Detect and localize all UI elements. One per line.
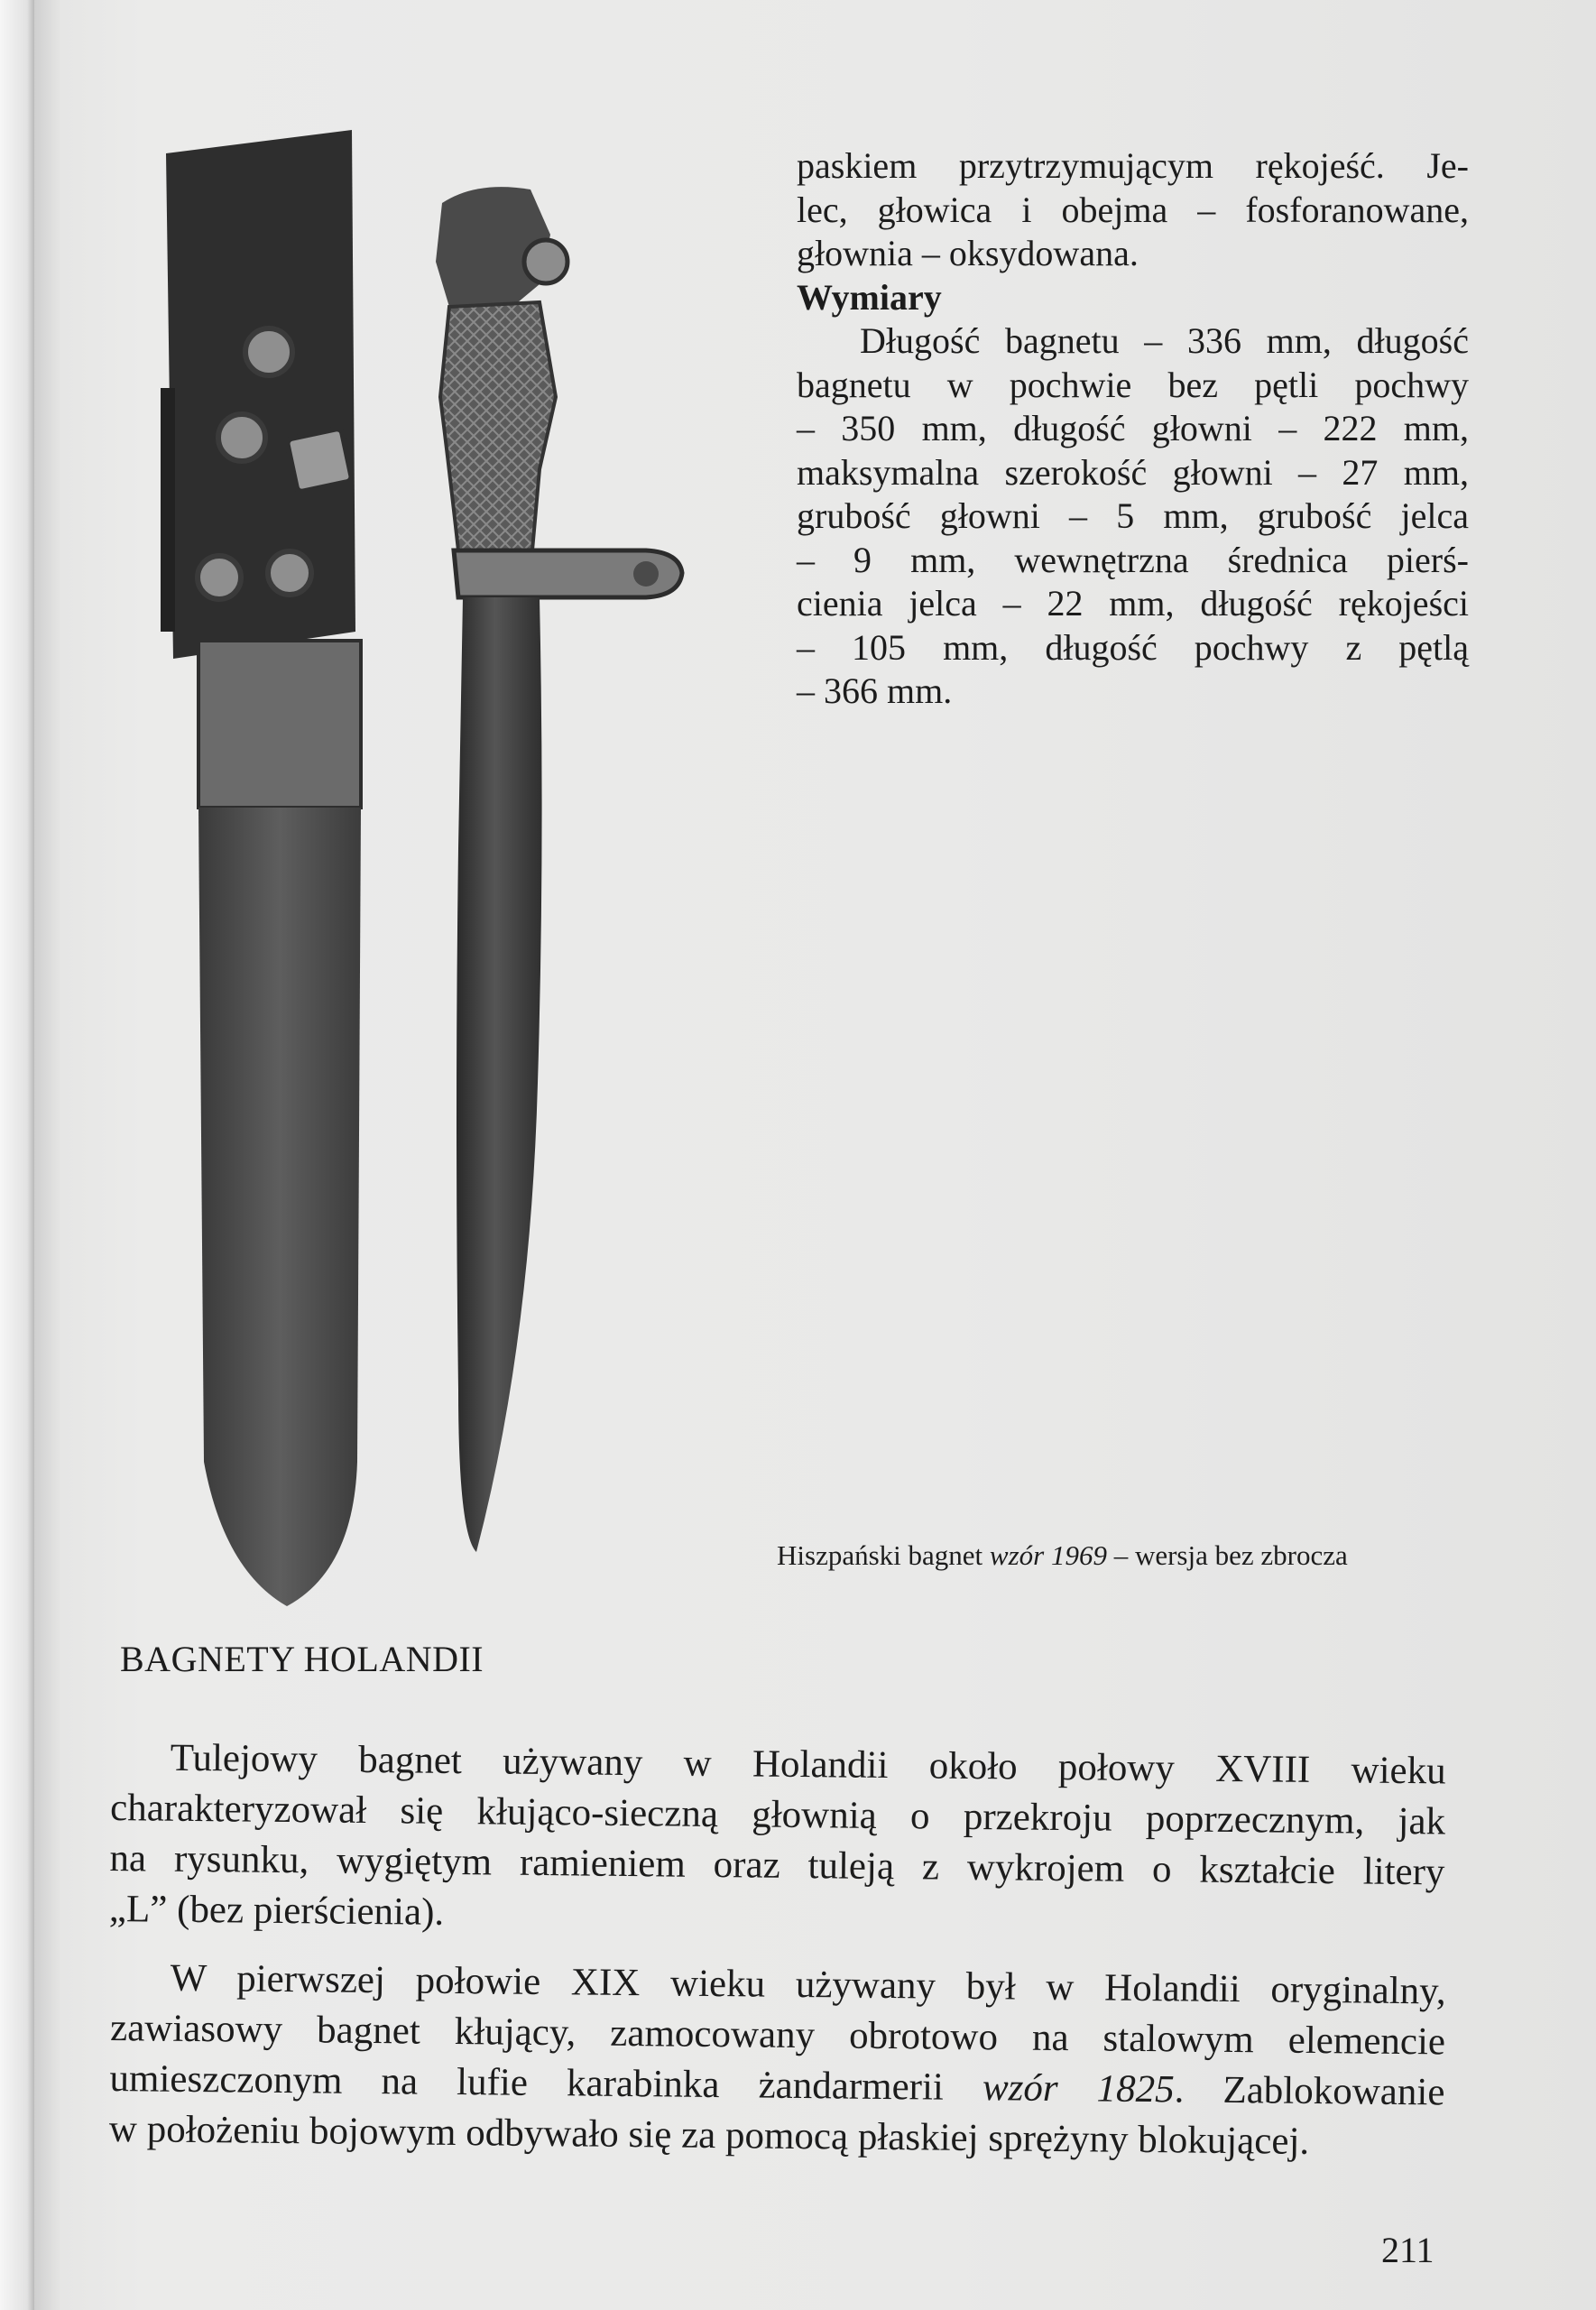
paragraph-line: w położeniu bojowym odbywało się za pomocą płaskiej sprężyny blokującej.: [108, 2107, 1310, 2163]
paragraph-line: „L” (bez pierścienia).: [108, 1887, 445, 1934]
paragraph-line: charakteryzował się kłująco-sieczną głownią o przekroju poprzecznym, jak: [109, 1786, 1446, 1843]
dimensions-line: – 105 mm, długość pochwy z pętlą: [797, 626, 1469, 668]
dimensions-heading: Wymiary: [797, 276, 942, 318]
dimensions-line: grubość głowni – 5 mm, grubość jelca: [797, 495, 1469, 536]
description-line: lec, głowica i obejma – fosforanowane,: [797, 189, 1469, 230]
dimensions-line: – 366 mm.: [797, 670, 953, 711]
previous-page-edge: [0, 0, 34, 2310]
paragraph-1: [109, 1732, 1446, 1948]
bayonet-blade: [457, 597, 542, 1552]
scabbard-frog: [161, 130, 355, 659]
bayonet-grip: [440, 302, 556, 550]
photo-caption: [777, 1539, 1348, 1572]
section-title: BAGNETY HOLANDII: [120, 1639, 484, 1679]
dimensions-line: maksymalna szerokość głowni – 27 mm,: [797, 451, 1469, 493]
paragraph-text: umieszczonym na lufie karabinka żandarmerii: [109, 2056, 983, 2110]
muzzle-ring: [633, 561, 659, 587]
description-column: [797, 144, 1469, 714]
pommel-button: [524, 240, 567, 283]
paragraph-line: na rysunku, wygiętym ramieniem oraz tuleją z wykrojem o kształcie litery: [109, 1836, 1445, 1894]
dimensions-line: cienia jelca – 22 mm, długość rękojeści: [797, 583, 1469, 624]
caption-prefix: Hiszpański bagnet: [777, 1539, 990, 1571]
paragraph-line: W pierwszej połowie XIX wieku używany był w Holandii oryginalny,: [170, 1956, 1446, 2013]
scabbard-body: [198, 808, 361, 1606]
paragraph-line: Tulejowy bagnet używany w Holandii około połowy XVIII wieku: [170, 1736, 1446, 1793]
paragraph-2: [109, 1953, 1446, 2168]
book-page: [34, 0, 1596, 2310]
page-number: 211: [1381, 2230, 1435, 2270]
dimensions-line: – 9 mm, wewnętrzna średnica pierś-: [797, 539, 1469, 580]
paragraph-text: . Zablokowanie: [1174, 2068, 1445, 2114]
scabbard-throat: [198, 641, 361, 808]
caption-suffix: – wersja bez zbrocza: [1106, 1539, 1348, 1571]
paragraph-line: zawiasowy bagnet kłujący, zamocowany obrotowo na stalowym elemencie: [109, 2006, 1446, 2064]
gendarmerie-carbine-model: wzór 1825: [982, 2066, 1175, 2111]
description-line: głownia – oksydowana.: [797, 233, 1139, 273]
description-line: paskiem przytrzymującym rękojeść. Je-: [797, 145, 1469, 186]
caption-model: wzór 1969: [989, 1539, 1107, 1571]
dimensions-line: – 350 mm, długość głowni – 222 mm,: [797, 408, 1469, 448]
dimensions-line: bagnetu w pochwie bez pętli pochwy: [797, 364, 1469, 405]
bayonet-photograph: [152, 126, 729, 1606]
dimensions-line: Długość bagnetu – 336 mm, długość: [860, 320, 1469, 361]
